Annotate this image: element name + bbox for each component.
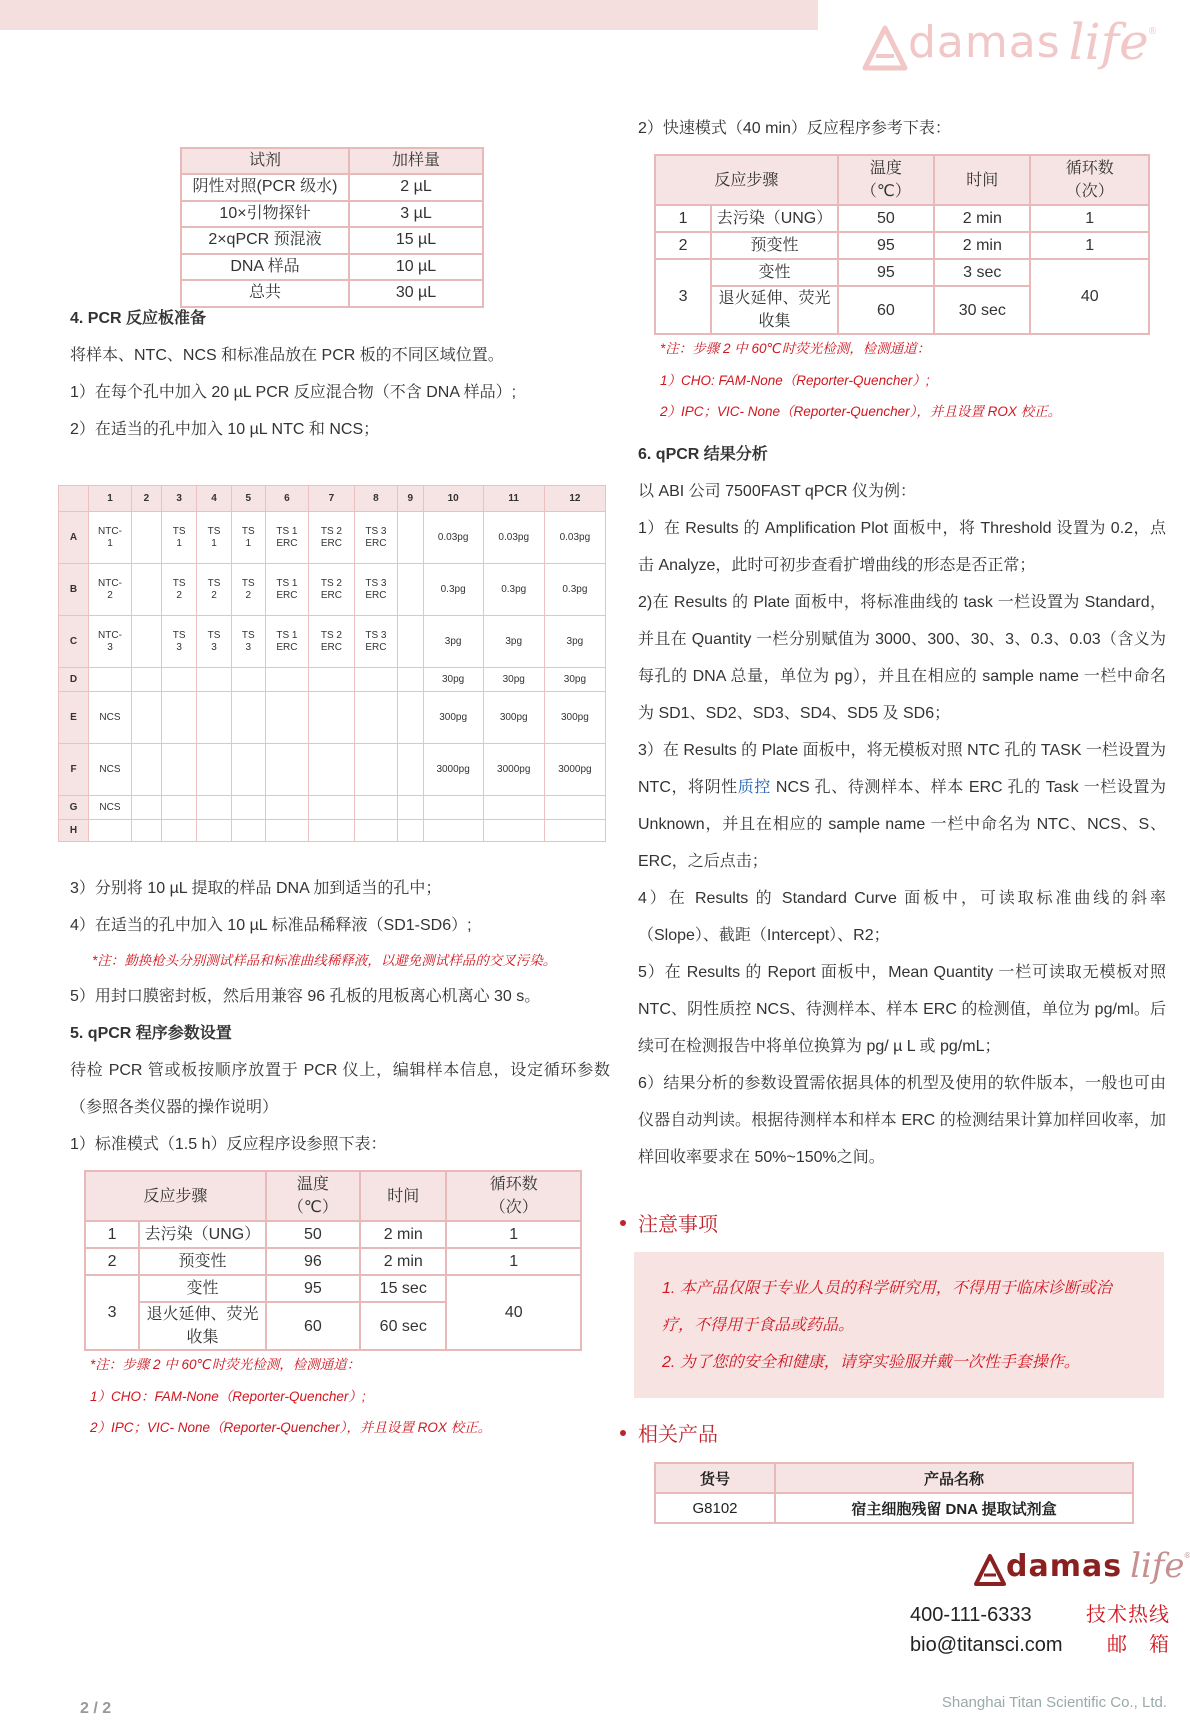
plate-well bbox=[231, 744, 265, 796]
contact-phone[interactable]: 400-111-6333 bbox=[910, 1604, 1032, 1626]
plate-row bbox=[59, 668, 606, 692]
plate-well bbox=[161, 692, 196, 744]
reagent-header-cell: 加样量 bbox=[349, 148, 483, 174]
section6-p2: 2)在 Results 的 Plate 面板中，将标准曲线的 task 一栏设置为 Standard，并且在 Quantity 一栏分别赋值为 3000、300、30、3、0.3、0.03（含义为每孔的 DNA 总量，单位为 pg），并且在相应的 sample name 一栏中命名为 SD1、SD2、SD3、SD4、SD5 及 SD6； bbox=[638, 594, 1166, 722]
reagent-cell: 10×引物探针 bbox=[181, 201, 349, 228]
plate-well: TS 1 ERC bbox=[265, 616, 308, 668]
program-note: 1）CHO：FAM-None（Reporter-Quencher）; bbox=[90, 1389, 366, 1404]
plate-well: 0.3pg bbox=[423, 564, 483, 616]
plate-well: 300pg bbox=[544, 692, 605, 744]
plate-well bbox=[397, 512, 423, 564]
program-cell-temp: 50 bbox=[838, 205, 934, 232]
plate-row bbox=[59, 512, 606, 564]
section4-step1: 1）在每个孔中加入 20 µL PCR 反应混合物（不含 DNA 样品）; bbox=[70, 384, 517, 401]
program-cell-cycles: 1 bbox=[446, 1248, 581, 1275]
plate-well bbox=[231, 820, 265, 842]
program-cell-temp: 60 bbox=[266, 1302, 360, 1350]
section4-note: *注：勤换枪头分别测试样品和标准曲线稀释液，以避免测试样品的交叉污染。 bbox=[92, 953, 557, 968]
page-number: 2 / 2 bbox=[80, 1700, 112, 1717]
plate-well bbox=[131, 820, 161, 842]
notice-item-1: 1. 本产品仅限于专业人员的科学研究用，不得用于临床诊断或治疗，不得用于食品或药品。 bbox=[662, 1280, 1112, 1334]
reagent-table bbox=[180, 147, 484, 308]
program-cell-step: 变性 bbox=[711, 259, 838, 286]
fast-program-table bbox=[654, 154, 1150, 335]
left-column bbox=[70, 300, 610, 448]
section6-block bbox=[638, 436, 1166, 1176]
plate-row bbox=[59, 820, 606, 842]
plate-well bbox=[131, 744, 161, 796]
plate-column-header: 5 bbox=[231, 486, 265, 512]
program-header-row bbox=[85, 1171, 581, 1221]
reagent-cell: 阴性对照(PCR 级水) bbox=[181, 174, 349, 201]
program-cell-time: 60 sec bbox=[360, 1302, 446, 1350]
bullet-dot-icon bbox=[620, 1220, 626, 1226]
plate-well bbox=[131, 692, 161, 744]
plate-well bbox=[544, 820, 605, 842]
notice-item-2: 2. 为了您的安全和健康，请穿实验服并戴一次性手套操作。 bbox=[662, 1354, 1080, 1371]
plate-well: 3pg bbox=[423, 616, 483, 668]
table-row bbox=[655, 205, 1149, 232]
plate-header-row bbox=[59, 486, 606, 512]
table-row bbox=[85, 1275, 581, 1302]
plate-well bbox=[131, 512, 161, 564]
program-cell-no: 1 bbox=[85, 1221, 139, 1248]
program-header-temp: 温度 （℃） bbox=[838, 155, 934, 205]
section5-title: 5. qPCR 程序参数设置 bbox=[70, 1025, 232, 1042]
program-cell-time: 30 sec bbox=[934, 286, 1030, 334]
program-header-time: 时间 bbox=[360, 1171, 446, 1221]
plate-column-header: 8 bbox=[354, 486, 397, 512]
plate-well: NTC- 3 bbox=[89, 616, 132, 668]
plate-well: TS 3 bbox=[161, 616, 196, 668]
header-band bbox=[0, 0, 818, 30]
plate-row-header: H bbox=[59, 820, 89, 842]
contact-email[interactable]: bio@titansci.com bbox=[910, 1634, 1063, 1656]
plate-column-header: 7 bbox=[308, 486, 354, 512]
plate-well: 300pg bbox=[423, 692, 483, 744]
contact-phone-row bbox=[910, 1600, 1170, 1630]
plate-well bbox=[354, 668, 397, 692]
plate-well: TS 3 ERC bbox=[354, 564, 397, 616]
plate-row bbox=[59, 744, 606, 796]
table-row bbox=[85, 1221, 581, 1248]
program-cell-no: 1 bbox=[655, 205, 711, 232]
program-cell-cycles: 40 bbox=[446, 1275, 581, 1350]
plate-well: NTC- 2 bbox=[89, 564, 132, 616]
plate-row-header: B bbox=[59, 564, 89, 616]
program-cell-temp: 60 bbox=[838, 286, 934, 334]
plate-well bbox=[397, 744, 423, 796]
table-row bbox=[655, 259, 1149, 286]
section6-p3-a: 3）在 Results 的 Plate 面板中，将无模板对照 NTC 孔的 TASK 一栏设置为 NTC，将阴性 bbox=[638, 742, 1166, 796]
section4-intro: 将样本、NTC、NCS 和标准品放在 PCR 板的不同区域位置。 bbox=[70, 347, 504, 364]
plate-well: TS 1 ERC bbox=[265, 512, 308, 564]
plate-well bbox=[197, 692, 231, 744]
program-header-cycles: 循环数 （次） bbox=[446, 1171, 581, 1221]
program-header-temp: 温度 （℃） bbox=[266, 1171, 360, 1221]
plate-well bbox=[131, 668, 161, 692]
logo-word: damas bbox=[1006, 1549, 1123, 1584]
reagent-cell: 30 µL bbox=[349, 280, 483, 307]
plate-well: TS 2 bbox=[231, 564, 265, 616]
plate-well bbox=[265, 668, 308, 692]
plate-well bbox=[131, 796, 161, 820]
contact-email-row bbox=[910, 1630, 1170, 1660]
plate-well: 30pg bbox=[423, 668, 483, 692]
program-cell-time: 2 min bbox=[360, 1221, 446, 1248]
plate-row-header: F bbox=[59, 744, 89, 796]
fast-mode-caption: 2）快速模式（40 min）反应程序参考下表： bbox=[638, 120, 951, 137]
program-header-step: 反应步骤 bbox=[85, 1171, 266, 1221]
adamas-a-logo-icon bbox=[862, 24, 908, 72]
plate-column-header: 2 bbox=[131, 486, 161, 512]
logo-registered-mark: ® bbox=[1184, 1551, 1190, 1560]
plate-well bbox=[308, 692, 354, 744]
logo-script: life bbox=[1130, 1546, 1185, 1586]
plate-well bbox=[483, 820, 544, 842]
program-cell-step: 退火延伸、荧光 收集 bbox=[711, 286, 838, 334]
plate-well: NTC- 1 bbox=[89, 512, 132, 564]
related-products-table bbox=[654, 1462, 1134, 1524]
plate-well bbox=[308, 820, 354, 842]
program-cell-no: 2 bbox=[85, 1248, 139, 1275]
plate-well bbox=[397, 668, 423, 692]
plate-well: TS 3 bbox=[231, 616, 265, 668]
section6-p3-link[interactable]: 质控 bbox=[737, 779, 771, 796]
plate-well: 0.03pg bbox=[544, 512, 605, 564]
plate-well: TS 1 bbox=[161, 512, 196, 564]
notice-heading bbox=[620, 1208, 718, 1237]
program-header-time: 时间 bbox=[934, 155, 1030, 205]
plate-well bbox=[197, 668, 231, 692]
plate-well bbox=[161, 796, 196, 820]
plate-column-header: 6 bbox=[265, 486, 308, 512]
reagent-header-row bbox=[181, 148, 483, 174]
plate-well bbox=[397, 616, 423, 668]
plate-well bbox=[231, 692, 265, 744]
table-row bbox=[655, 1493, 1133, 1523]
related-product-name[interactable]: 宿主细胞残留 DNA 提取试剂盒 bbox=[775, 1493, 1133, 1523]
plate-well bbox=[265, 820, 308, 842]
contact-block bbox=[910, 1600, 1170, 1660]
section6-p3 bbox=[638, 732, 1166, 880]
section4-step2: 2）在适当的孔中加入 10 µL NTC 和 NCS； bbox=[70, 421, 380, 438]
program-cell-step: 去污染（UNG） bbox=[711, 205, 838, 232]
program-cell-time: 2 min bbox=[934, 205, 1030, 232]
contact-phone-label: 技术热线 bbox=[1086, 1604, 1170, 1626]
plate-well bbox=[197, 744, 231, 796]
plate-layout-table bbox=[58, 485, 606, 842]
program-cell-time: 3 sec bbox=[934, 259, 1030, 286]
plate-well bbox=[354, 796, 397, 820]
plate-column-header: 11 bbox=[483, 486, 544, 512]
program-header-step: 反应步骤 bbox=[655, 155, 838, 205]
plate-well bbox=[161, 744, 196, 796]
standard-program-notes bbox=[84, 1349, 582, 1443]
reagent-cell: 15 µL bbox=[349, 227, 483, 254]
plate-well bbox=[397, 796, 423, 820]
plate-well: TS 2 ERC bbox=[308, 512, 354, 564]
plate-well bbox=[265, 744, 308, 796]
section5-intro: 待检 PCR 管或板按顺序放置于 PCR 仪上，编辑样本信息，设定循环参数（参照各类仪器的操作说明） bbox=[70, 1062, 610, 1116]
plate-column-header: 4 bbox=[197, 486, 231, 512]
plate-well bbox=[308, 796, 354, 820]
program-cell-step: 预变性 bbox=[139, 1248, 266, 1275]
right-column-top bbox=[638, 110, 1168, 147]
notice-title: 注意事项 bbox=[638, 1214, 718, 1236]
logo-script: life bbox=[1068, 13, 1149, 71]
notice-box bbox=[634, 1252, 1164, 1398]
plate-well: TS 1 bbox=[197, 512, 231, 564]
plate-well bbox=[354, 692, 397, 744]
program-cell-temp: 96 bbox=[266, 1248, 360, 1275]
plate-row bbox=[59, 616, 606, 668]
plate-well bbox=[483, 796, 544, 820]
program-cell-temp: 50 bbox=[266, 1221, 360, 1248]
program-note: 1）CHO: FAM-None（Reporter-Quencher）; bbox=[660, 373, 930, 388]
plate-well: NCS bbox=[89, 744, 132, 796]
plate-well: 0.3pg bbox=[483, 564, 544, 616]
adamas-a-logo-icon bbox=[974, 1553, 1006, 1587]
plate-well: 0.03pg bbox=[423, 512, 483, 564]
plate-well: 30pg bbox=[483, 668, 544, 692]
program-cell-temp: 95 bbox=[266, 1275, 360, 1302]
plate-well: NCS bbox=[89, 692, 132, 744]
plate-well bbox=[197, 820, 231, 842]
related-header-name: 产品名称 bbox=[775, 1463, 1133, 1493]
section4-step5: 5）用封口膜密封板，然后用兼容 96 孔板的甩板离心机离心 30 s。 bbox=[70, 988, 541, 1005]
plate-well bbox=[423, 796, 483, 820]
table-row bbox=[181, 254, 483, 281]
plate-well: TS 2 bbox=[161, 564, 196, 616]
section6-p4: 4）在 Results 的 Standard Curve 面板中，可读取标准曲线的斜率（Slope）、截距（Intercept）、R2； bbox=[638, 890, 1166, 944]
section6-p3-b: NCS 孔、待测样本、样本 ERC 孔的 Task 一栏设置为 Unknown，并且在相应的 sample name 一栏中命名为 NTC、NCS、S、ERC，之后点击； bbox=[638, 779, 1166, 870]
contact-email-label: 邮 箱 bbox=[1107, 1634, 1170, 1656]
program-header-row bbox=[655, 155, 1149, 205]
plate-well bbox=[397, 820, 423, 842]
plate-well bbox=[354, 820, 397, 842]
program-cell-step: 预变性 bbox=[711, 232, 838, 259]
plate-well: TS 3 bbox=[197, 616, 231, 668]
plate-well bbox=[544, 796, 605, 820]
plate-row bbox=[59, 796, 606, 820]
plate-well bbox=[131, 564, 161, 616]
reagent-cell: 2 µL bbox=[349, 174, 483, 201]
section4-title: 4. PCR 反应板准备 bbox=[70, 310, 207, 327]
program-note: 2）IPC；VIC- None（Reporter-Quencher），并且设置 ROX 校正。 bbox=[660, 404, 1062, 419]
plate-well bbox=[265, 692, 308, 744]
plate-well bbox=[231, 796, 265, 820]
program-cell-time: 2 min bbox=[934, 232, 1030, 259]
program-cell-time: 15 sec bbox=[360, 1275, 446, 1302]
plate-well: 3000pg bbox=[483, 744, 544, 796]
program-cell-cycles: 1 bbox=[446, 1221, 581, 1248]
program-header-cycles: 循环数 （次） bbox=[1030, 155, 1149, 205]
section6-p1: 1）在 Results 的 Amplification Plot 面板中，将 Threshold 设置为 0.2，点击 Analyze，此时可初步查看扩增曲线的形态是否正常； bbox=[638, 520, 1166, 574]
plate-well: 3pg bbox=[483, 616, 544, 668]
program-cell-time: 2 min bbox=[360, 1248, 446, 1275]
reagent-cell: 总共 bbox=[181, 280, 349, 307]
program-cell-cycles: 40 bbox=[1030, 259, 1149, 334]
reagent-cell: 3 µL bbox=[349, 201, 483, 228]
plate-well: TS 1 ERC bbox=[265, 564, 308, 616]
plate-well bbox=[161, 668, 196, 692]
program-cell-step: 退火延伸、荧光 收集 bbox=[139, 1302, 266, 1350]
plate-well: 300pg bbox=[483, 692, 544, 744]
related-sku: G8102 bbox=[655, 1493, 775, 1523]
program-note: *注：步骤 2 中 60℃时荧光检测，检测通道： bbox=[660, 341, 931, 356]
company-name: Shanghai Titan Scientific Co., Ltd. bbox=[941, 1694, 1167, 1711]
left-column-lower bbox=[70, 870, 610, 1163]
plate-well bbox=[423, 820, 483, 842]
plate-well: TS 2 ERC bbox=[308, 564, 354, 616]
program-cell-cycles: 1 bbox=[1030, 232, 1149, 259]
plate-well bbox=[354, 744, 397, 796]
plate-well: TS 2 bbox=[197, 564, 231, 616]
program-cell-cycles: 1 bbox=[1030, 205, 1149, 232]
program-cell-no: 3 bbox=[85, 1275, 139, 1350]
program-note: *注：步骤 2 中 60℃时荧光检测，检测通道： bbox=[90, 1357, 361, 1372]
plate-column-header: 9 bbox=[397, 486, 423, 512]
plate-well: TS 2 ERC bbox=[308, 616, 354, 668]
program-cell-temp: 95 bbox=[838, 232, 934, 259]
reagent-header-cell: 试剂 bbox=[181, 148, 349, 174]
section6-title: 6. qPCR 结果分析 bbox=[638, 446, 768, 463]
plate-well bbox=[131, 616, 161, 668]
plate-well bbox=[265, 796, 308, 820]
table-row bbox=[655, 232, 1149, 259]
plate-column-header: 12 bbox=[544, 486, 605, 512]
plate-well: TS 3 ERC bbox=[354, 616, 397, 668]
reagent-cell: DNA 样品 bbox=[181, 254, 349, 281]
reagent-cell: 10 µL bbox=[349, 254, 483, 281]
related-header-sku: 货号 bbox=[655, 1463, 775, 1493]
logo-word: damas bbox=[908, 17, 1061, 68]
plate-row bbox=[59, 692, 606, 744]
plate-row-header: D bbox=[59, 668, 89, 692]
program-cell-temp: 95 bbox=[838, 259, 934, 286]
reagent-cell: 2×qPCR 预混液 bbox=[181, 227, 349, 254]
plate-well: 3000pg bbox=[544, 744, 605, 796]
plate-well bbox=[397, 564, 423, 616]
plate-well: TS 1 bbox=[231, 512, 265, 564]
program-cell-no: 3 bbox=[655, 259, 711, 334]
plate-well bbox=[231, 668, 265, 692]
plate-column-header: 3 bbox=[161, 486, 196, 512]
standard-mode-caption: 1）标准模式（1.5 h）反应程序设参照下表： bbox=[70, 1136, 387, 1153]
plate-row-header: A bbox=[59, 512, 89, 564]
standard-program-table bbox=[84, 1170, 582, 1351]
related-title: 相关产品 bbox=[638, 1424, 718, 1446]
plate-well: 3000pg bbox=[423, 744, 483, 796]
plate-well bbox=[308, 668, 354, 692]
table-row bbox=[181, 201, 483, 228]
plate-well: 3pg bbox=[544, 616, 605, 668]
table-row bbox=[181, 174, 483, 201]
plate-well bbox=[89, 820, 132, 842]
plate-well: 0.03pg bbox=[483, 512, 544, 564]
plate-row-header: E bbox=[59, 692, 89, 744]
table-row bbox=[85, 1248, 581, 1275]
plate-well bbox=[308, 744, 354, 796]
plate-column-header: 1 bbox=[89, 486, 132, 512]
section4-step3: 3）分别将 10 µL 提取的样品 DNA 加到适当的孔中； bbox=[70, 880, 442, 897]
section6-p6: 6）结果分析的参数设置需依据具体的机型及使用的软件版本，一般也可由仪器自动判读。根据待测样本和样本 ERC 的检测结果计算加样回收率，加样回收率要求在 50%~150%之间。 bbox=[638, 1075, 1166, 1166]
program-note: 2）IPC；VIC- None（Reporter-Quencher），并且设置 ROX 校正。 bbox=[90, 1420, 492, 1435]
plate-well: 0.3pg bbox=[544, 564, 605, 616]
plate-well: NCS bbox=[89, 796, 132, 820]
section6-intro: 以 ABI 公司 7500FAST qPCR 仪为例： bbox=[638, 483, 917, 500]
program-cell-step: 去污染（UNG） bbox=[139, 1221, 266, 1248]
plate-well: TS 3 ERC bbox=[354, 512, 397, 564]
program-cell-step: 变性 bbox=[139, 1275, 266, 1302]
plate-well bbox=[197, 796, 231, 820]
plate-well: 30pg bbox=[544, 668, 605, 692]
section6-p5: 5）在 Results 的 Report 面板中，Mean Quantity 一栏可读取无模板对照 NTC、阴性质控 NCS、待测样本、样本 ERC 的检测值，单位为 pg/ml。后续可在检测报告中将单位换算为 pg/ µ L 或 pg/mL； bbox=[638, 964, 1166, 1055]
plate-row bbox=[59, 564, 606, 616]
plate-well bbox=[161, 820, 196, 842]
plate-row-header: G bbox=[59, 796, 89, 820]
program-cell-no: 2 bbox=[655, 232, 711, 259]
plate-corner-cell bbox=[59, 486, 89, 512]
plate-column-header: 10 bbox=[423, 486, 483, 512]
header-logo bbox=[862, 12, 1156, 72]
section4-step4: 4）在适当的孔中加入 10 µL 标准品稀释液（SD1-SD6）; bbox=[70, 917, 472, 934]
footer-logo bbox=[974, 1545, 1190, 1587]
standard-program-block bbox=[84, 1170, 582, 1443]
plate-well bbox=[397, 692, 423, 744]
fast-program-block bbox=[654, 154, 1150, 427]
bullet-dot-icon bbox=[620, 1430, 626, 1436]
logo-registered-mark: ® bbox=[1148, 26, 1157, 37]
plate-well bbox=[89, 668, 132, 692]
related-heading bbox=[620, 1418, 718, 1447]
fast-program-notes bbox=[654, 333, 1150, 427]
table-row bbox=[181, 227, 483, 254]
plate-row-header: C bbox=[59, 616, 89, 668]
